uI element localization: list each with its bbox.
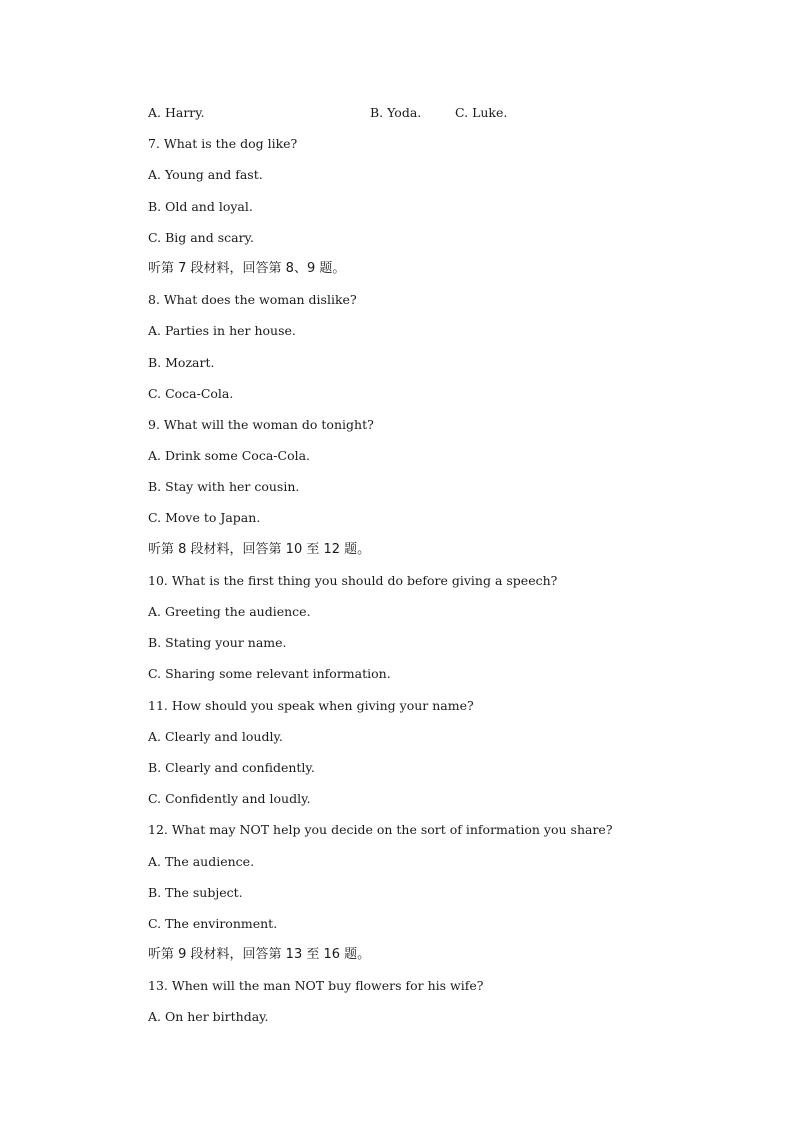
option-line: C. Big and scary. [148, 229, 254, 245]
option-line: A. Parties in her house. [148, 323, 296, 339]
option-line: B. Clearly and confidently. [148, 759, 315, 775]
question-line: 10. What is the first thing you should do before giving a speech? [148, 572, 558, 588]
document-page [148, 103, 708, 1039]
answer-options-row [148, 103, 708, 134]
option-line: C. Confidently and loudly. [148, 791, 311, 807]
option-line: B. Old and loyal. [148, 198, 253, 214]
section-heading: 听第 7 段材料，回答第 8、9 题。 [148, 260, 346, 276]
option-line: C. Coca-Cola. [148, 385, 234, 401]
option-a: A. Harry. [148, 105, 205, 120]
option-line: C. Move to Japan. [148, 510, 261, 526]
option-line: B. The subject. [148, 884, 243, 900]
option-line: B. Stating your name. [148, 635, 287, 651]
option-line: A. The audience. [148, 853, 255, 869]
option-line: C. The environment. [148, 915, 278, 931]
option-line: A. On her birthday. [148, 1009, 269, 1025]
option-line: A. Clearly and loudly. [148, 728, 283, 744]
section-heading: 听第 9 段材料，回答第 13 至 16 题。 [148, 947, 371, 963]
option-line: B. Stay with her cousin. [148, 479, 300, 495]
question-line: 9. What will the woman do tonight? [148, 416, 374, 432]
question-line: 13. When will the man NOT buy flowers for his wife? [148, 978, 484, 994]
question-line: 12. What may NOT help you decide on the sort of information you share? [148, 822, 613, 838]
option-line: A. Greeting the audience. [148, 604, 311, 619]
question-line: 8. What does the woman dislike? [148, 292, 357, 308]
option-line: B. Mozart. [148, 354, 215, 370]
question-list [148, 134, 708, 1038]
option-b: B. Yoda. [370, 105, 422, 120]
section-heading: 听第 8 段材料，回答第 10 至 12 题。 [148, 541, 371, 557]
question-line: 7. What is the dog like? [148, 136, 298, 152]
question-line: 11. How should you speak when giving your name? [148, 697, 474, 713]
option-line: C. Sharing some relevant information. [148, 666, 391, 682]
option-line: A. Drink some Coca-Cola. [148, 448, 311, 464]
option-line: A. Young and fast. [148, 167, 263, 183]
option-c: C. Luke. [455, 105, 508, 120]
